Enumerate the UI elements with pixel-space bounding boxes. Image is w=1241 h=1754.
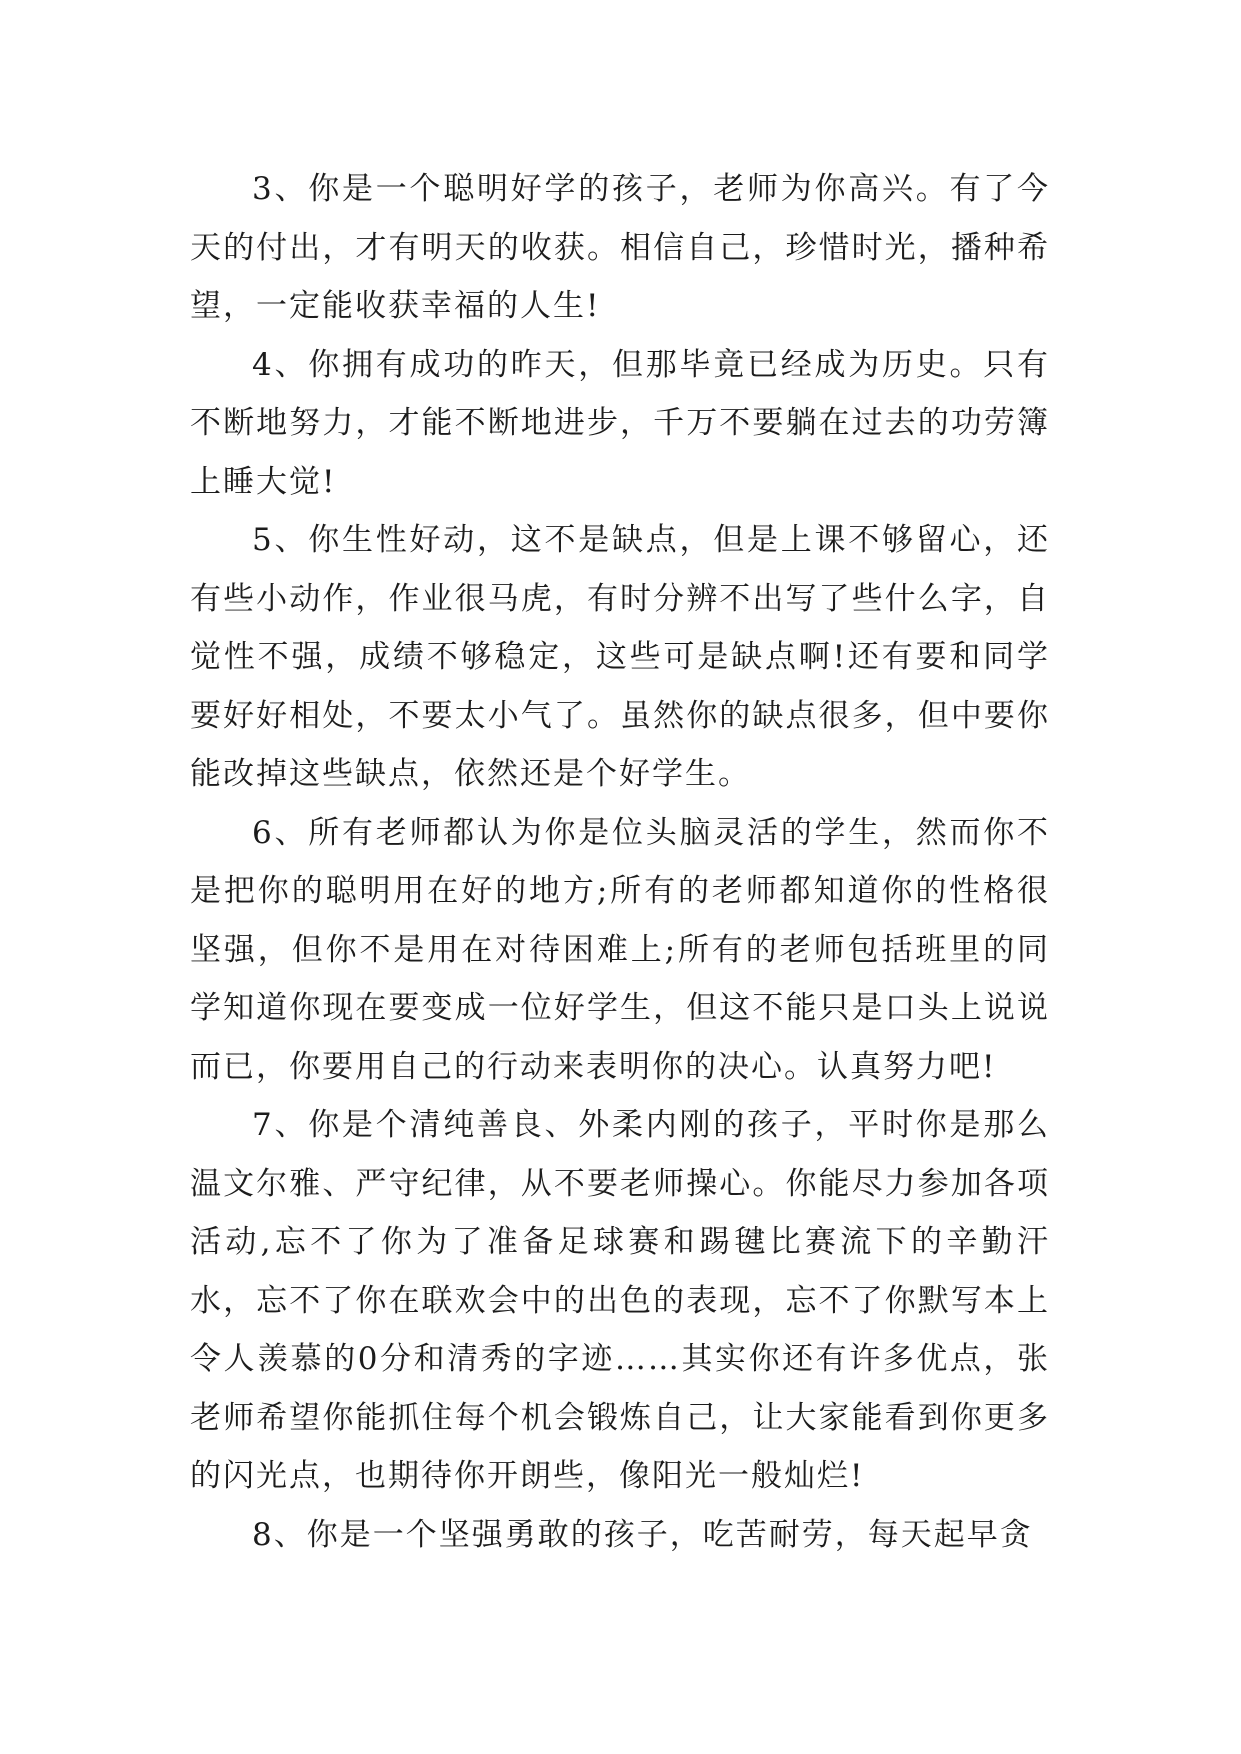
paragraph-7: 7、你是个清纯善良、外柔内刚的孩子，平时你是那么温文尔雅、严守纪律，从不要老师操心。你能尽力参加各项活动,忘不了你为了准备足球赛和踢毽比赛流下的辛勤汗水，忘不了你在联欢会中的出色的表现，忘不了你默写本上令人羡慕的0分和清秀的字迹……其实你还有许多优点，张老师希望你能抓住每个机会锻炼自己，让大家能看到你更多的闪光点，也期待你开朗些，像阳光一般灿烂! [190,1107,1050,1494]
paragraph-4: 4、你拥有成功的昨天，但那毕竟已经成为历史。只有不断地努力，才能不断地进步，千万不要躺在过去的功劳簿上睡大觉! [190,346,1050,500]
document-body [190,160,1050,1564]
paragraph-3: 3、你是一个聪明好学的孩子，老师为你高兴。有了今天的付出，才有明天的收获。相信自己，珍惜时光，播种希望，一定能收获幸福的人生! [190,171,1050,324]
paragraph-8: 8、你是一个坚强勇敢的孩子，吃苦耐劳，每天起早贪 [252,1516,1033,1553]
paragraph-5: 5、你生性好动，这不是缺点，但是上课不够留心，还有些小动作，作业很马虎，有时分辨不出写了些什么字，自觉性不强，成绩不够稳定，这些可是缺点啊!还有要和同学要好好相处，不要太小气了。虽然你的缺点很多，但中要你能改掉这些缺点，依然还是个好学生。 [190,522,1050,792]
paragraph-6: 6、所有老师都认为你是位头脑灵活的学生，然而你不是把你的聪明用在好的地方;所有的老师都知道你的性格很坚强，但你不是用在对待困难上;所有的老师包括班里的同学知道你现在要变成一位好学生，但这不能只是口头上说说而已，你要用自己的行动来表明你的决心。认真努力吧! [190,814,1050,1085]
